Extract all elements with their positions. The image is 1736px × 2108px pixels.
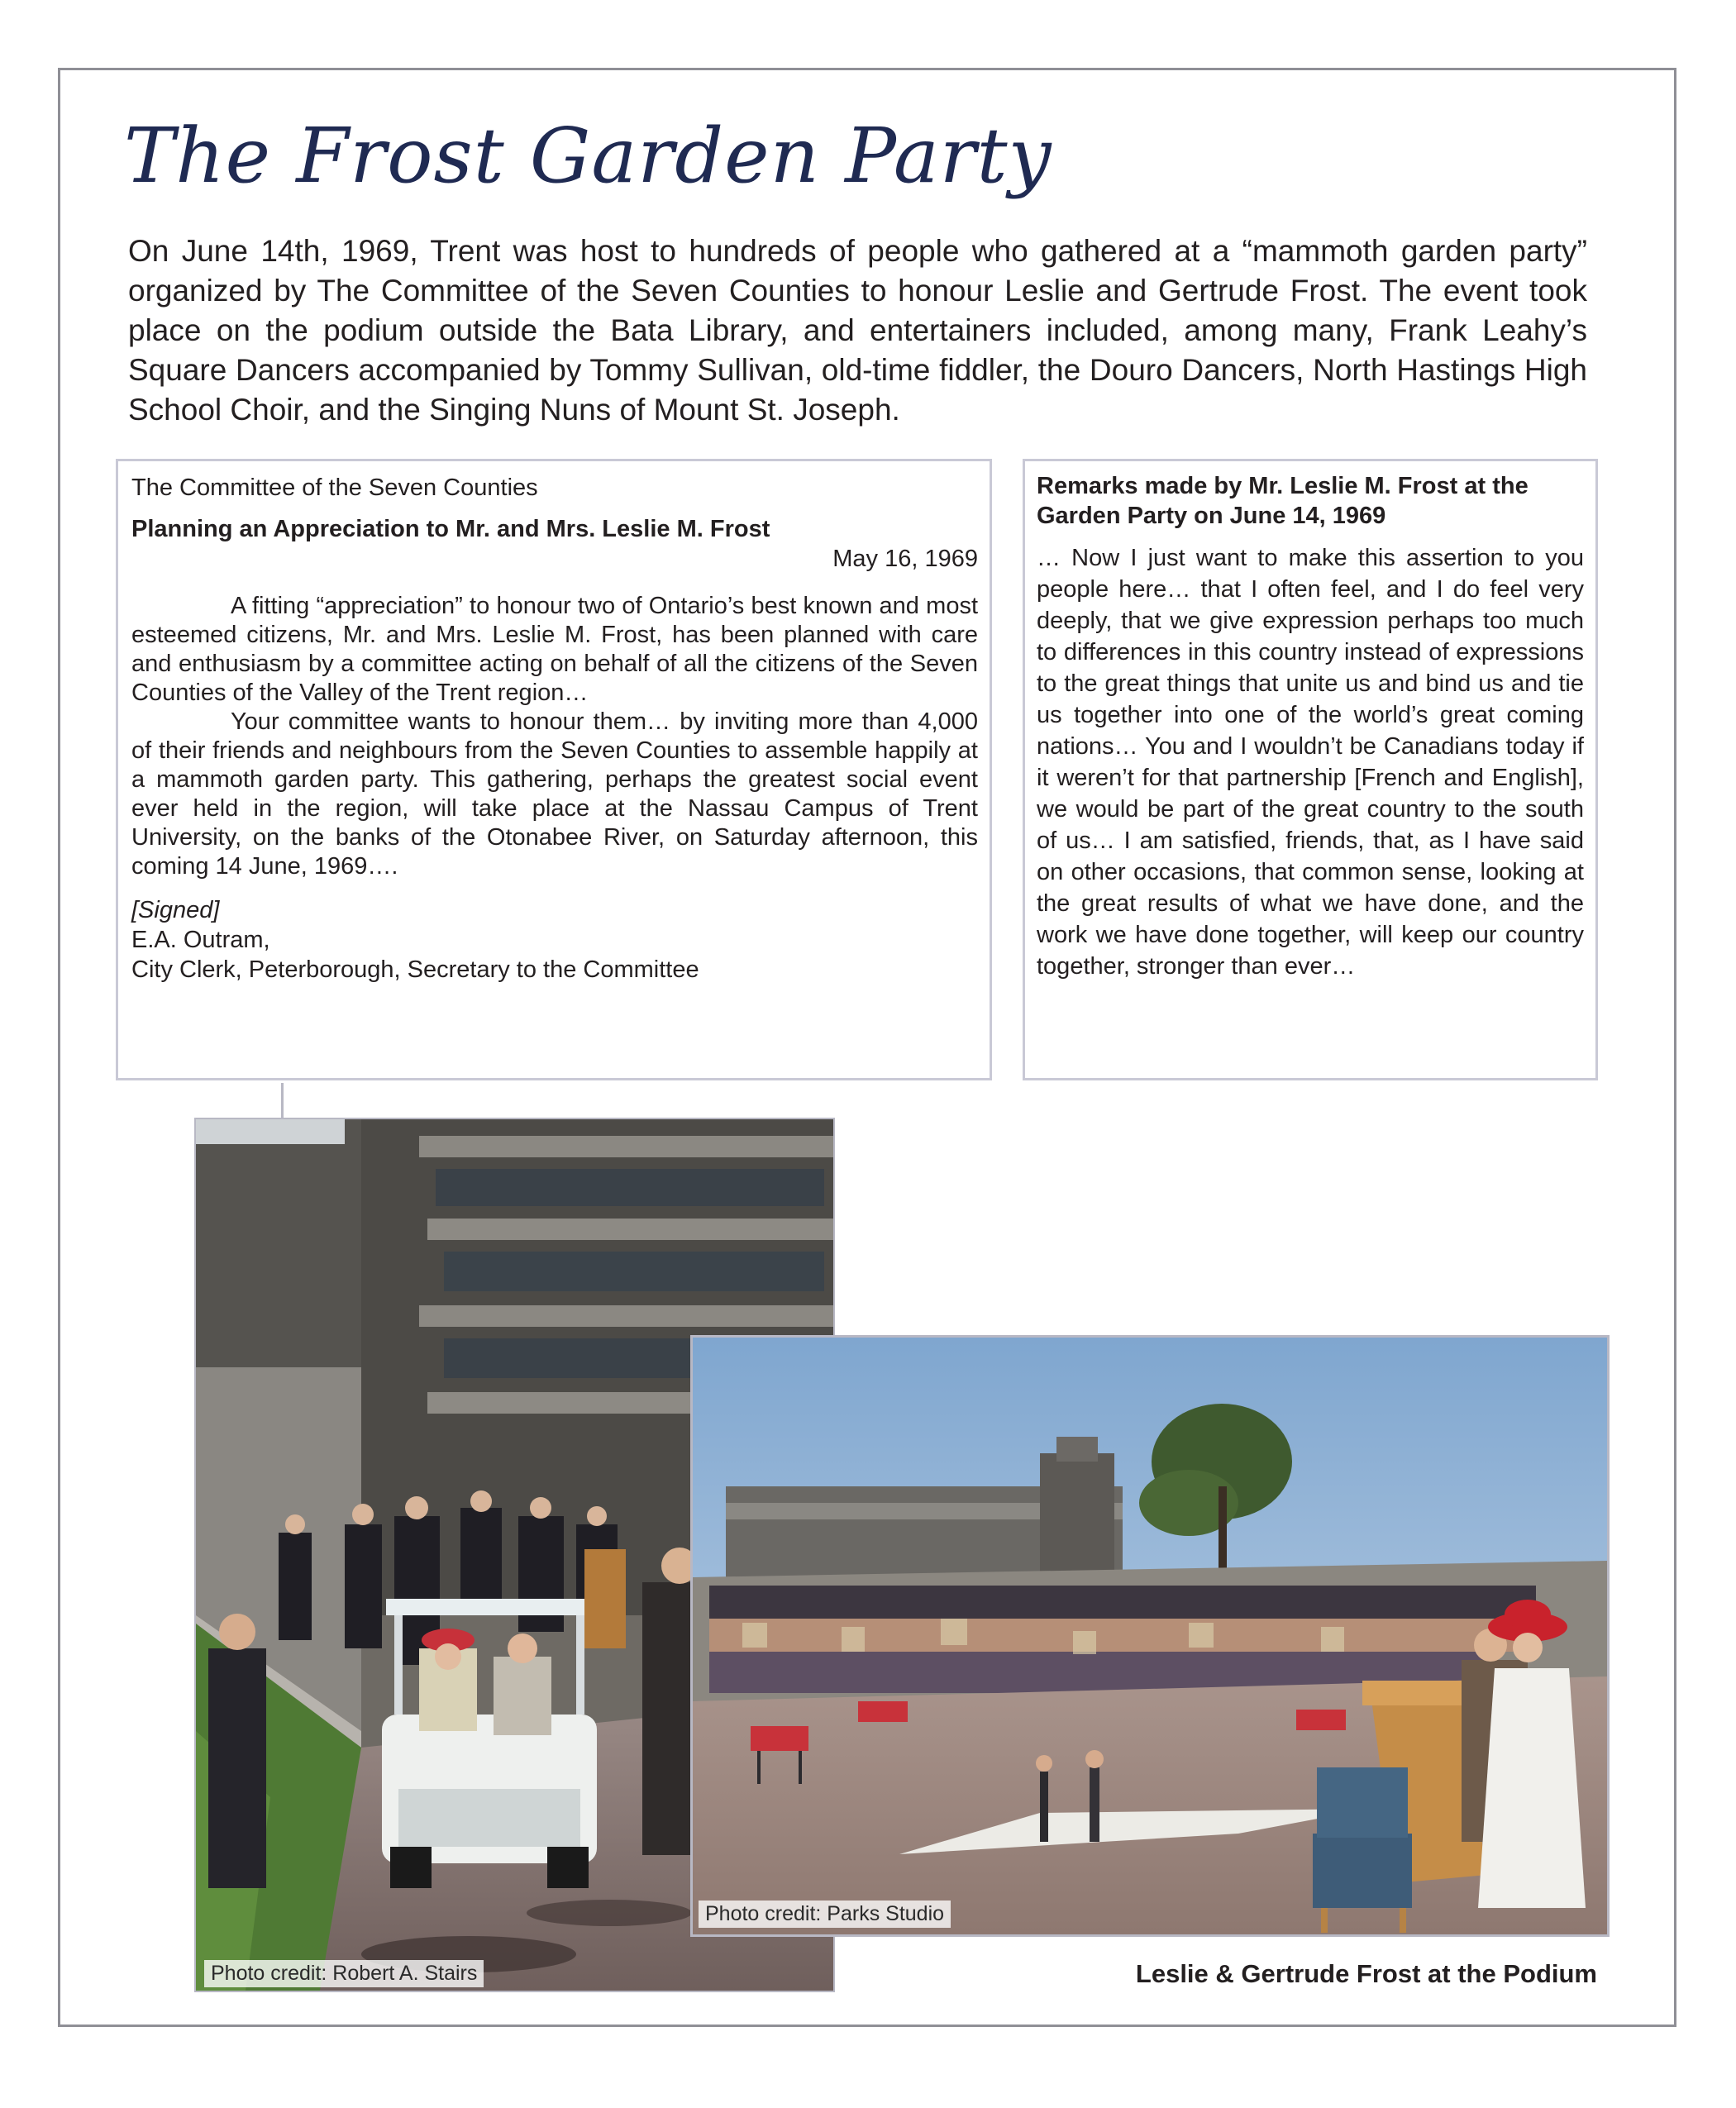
photo-credit-right: Photo credit: Parks Studio xyxy=(699,1901,951,1928)
letter-paragraph-1: A fitting “appreciation” to honour two of Ontario’s best known and most esteemed citizens, Mr. and Mrs. Leslie M. Frost, has been planned with care and enthusiasm by a committee acting on behalf of all the citizens of the Seven Counties of the Valley of the Trent region… xyxy=(131,593,978,706)
photo-caption: Leslie & Gertrude Frost at the Podium xyxy=(1135,1959,1597,1988)
podium-crowd-photo xyxy=(690,1335,1610,1937)
remarks-heading: Remarks made by Mr. Leslie M. Frost at the Garden Party on June 14, 1969 xyxy=(1037,473,1529,529)
remarks-box xyxy=(1023,459,1598,1080)
committee-letter-box xyxy=(116,459,992,1080)
letter-date: May 16, 1969 xyxy=(832,546,978,572)
remarks-body: … Now I just want to make this assertion to you people here… that I often feel, and I do feel very deeply, that we give expression perhaps too much to differences in this country instead of expressions to the great things that unite us and bind us and tie us together into one of the world’s great coming nations… You and I wouldn’t be Canadians today if it weren’t for that partnership [French and English], we would be part of the great country to the south of us… I am satisfied, friends, that, as I have said on other occasions, that common sense, looking at the great results of what we have done, and the work we have done together, will keep our country together, stronger than ever… xyxy=(1037,545,1584,980)
letter-paragraph-2: Your committee wants to honour them… by inviting more than 4,000 of their friends and neighbours from the Seven Counties to assemble happily at a mammoth garden party. This gathering, perhaps the greatest social event ever held in the region, will take place at the Nassau Campus of Trent University, on the banks of the Otonabee River, on Saturday afternoon, this coming 14 June, 1969…. xyxy=(131,708,978,880)
letter-subheading: Planning an Appreciation to Mr. and Mrs. Leslie M. Frost xyxy=(131,516,770,542)
signatory-name: E.A. Outram, xyxy=(131,927,270,953)
intro-paragraph: On June 14th, 1969, Trent was host to hundreds of people who gathered at a “mammoth garden party” organized by The Committee of the Seven Counties to honour Leslie and Gertrude Frost. The event took place on the podium outside the Bata Library, and entertainers included, among many, Frank Leahy’s Square Dancers accompanied by Tommy Sullivan, old-time fiddler, the Douro Dancers, North Hastings High School Choir, and the Singing Nuns of Mount St. Joseph. xyxy=(128,234,1587,427)
letter-signed: [Signed] xyxy=(131,897,220,923)
letter-heading: The Committee of the Seven Counties xyxy=(131,475,538,501)
photo-credit-left: Photo credit: Robert A. Stairs xyxy=(204,1960,484,1987)
signatory-title: City Clerk, Peterborough, Secretary to the Committee xyxy=(131,956,699,983)
connector-line xyxy=(281,1083,284,1118)
page-title: The Frost Garden Party xyxy=(124,112,1052,200)
